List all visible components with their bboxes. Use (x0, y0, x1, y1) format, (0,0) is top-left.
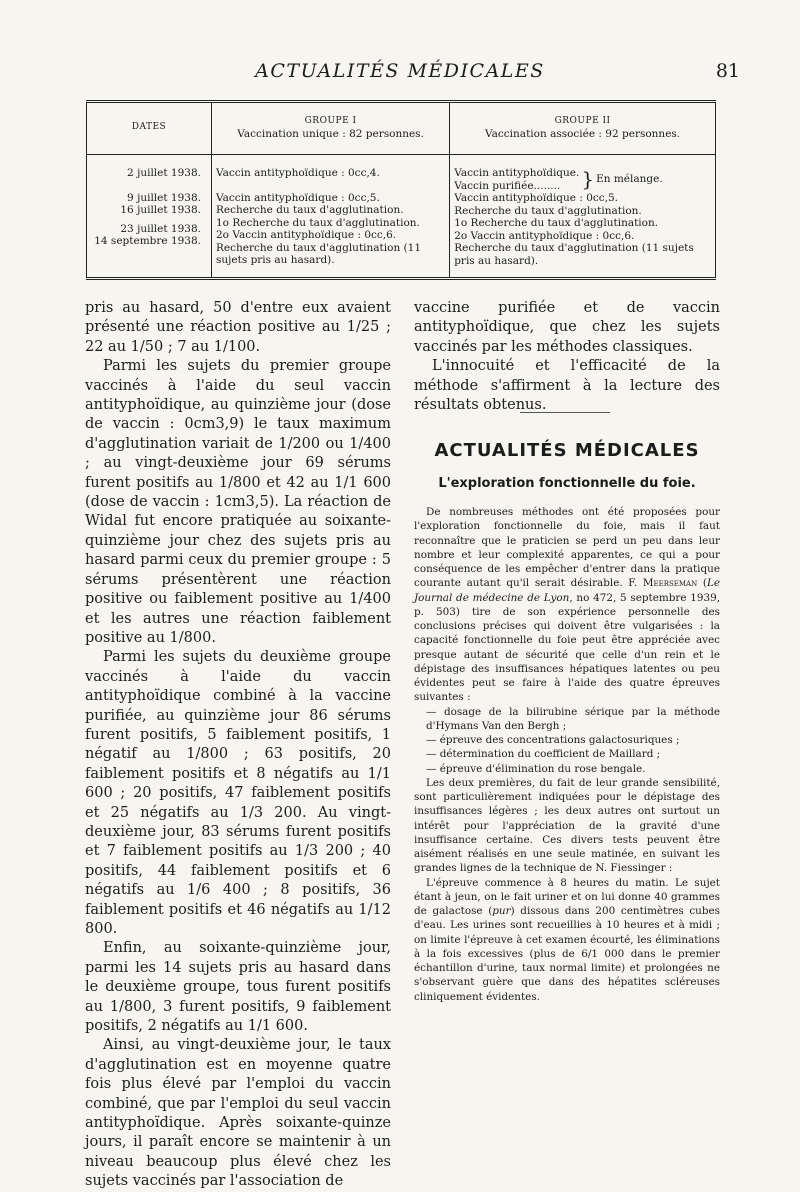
article-title: L'exploration fonctionnelle du foie. (438, 476, 696, 491)
paragraph: De nombreuses méthodes ont été proposées pour l'exploration fonctionnelle du foie, mais il faut reconnaître que le praticien se perd un peu dans leur nombre et leur complexité apparentes, ce qui a pour conséquence de les empêcher d'entrer dans la pratique courante autant qu'il serait désirable. F. Meerseman (Le Journal de médecine de Lyon, no 472, 5 septembre 1939, p. 503) tire de son expérience personnelle des conclusions précises qui doivent être vulgarisées : la capacité fonctionnelle du foie peut être appréciée avec presque autant de sécurité que celle d'un rein et le dépistage des insuffisances hépatiques latentes ou peu évidentes peut se faire à l'aide des quatre épreuves suivantes : (414, 506, 720, 704)
paragraph: Ainsi, au vingt-deuxième jour, le taux d'agglutination est en moyenne quatre fois plus élevé par l'emploi du vaccin combiné, que par l'emploi du seul vaccin antityphoïdique. Après soixante-quinze jours, il paraît encore se maintenir à un niveau beaucoup plus élevé chez les sujets vaccinés par l'association de (85, 1037, 391, 1190)
author-name: Meerseman (642, 577, 698, 590)
dates-cell (87, 155, 212, 279)
article-body (414, 505, 720, 1004)
list-item: — dosage de la bilirubine sérique par la méthode d'Hymans Van den Bergh ; (426, 705, 720, 732)
table-row-date: 2 juillet 1938. (127, 167, 201, 179)
section-divider (520, 412, 610, 413)
col-dates: DATES (87, 102, 212, 155)
paragraph: vaccine purifiée et de vaccin antityphoïdique, que chez les sujets vaccinés par les méthodes classiques. (414, 300, 720, 355)
col-group1: GROUPE I Vaccination unique : 82 personnes. (212, 102, 450, 155)
section-heading: ACTUALITÉS MÉDICALES (434, 440, 700, 461)
paragraph: Enfin, au soixante-quinzième jour, parmi les 14 sujets pris au hasard dans le deuxième groupe, tous furent positifs au 1/800, 3 furent positifs, 9 faiblement positifs, 2 négatifs au 1/1 600. (85, 940, 391, 1035)
right-column (414, 299, 720, 415)
list-item: — épreuve des concentrations galactosuriques ; (426, 734, 680, 746)
table-row-date: 14 septembre 1938. (94, 235, 201, 247)
table-row-date: 23 juillet 1938. (120, 222, 201, 235)
paragraph: pris au hasard, 50 d'entre eux avaient présenté une réaction positive au 1/25 ; 22 au 1/50 ; 7 au 1/100. (85, 300, 391, 355)
col-group2: GROUPE II Vaccination associée : 92 personnes. (450, 102, 716, 155)
table-row-date: 9 juillet 1938. (127, 191, 201, 204)
left-column (85, 299, 391, 1192)
running-header (0, 60, 800, 90)
vaccination-table (86, 100, 716, 280)
mixture-brace: Vaccin antityphoïdique. Vaccin purifiée........ } En mélange. (454, 167, 663, 192)
paragraph: Les deux premières, du fait de leur grande sensibilité, sont particulièrement indiquées pour le dépistage des insuffisances légères ; les deux autres ont surtout un intérêt pour l'appréciation de la gravité d'une insuffisance certaine. Ces divers tests peuvent être aisément réalisés en une seule matinée, en suivant les grandes lignes de la technique de N. Fiessinger : (414, 776, 720, 875)
group2-cell: Vaccin antityphoïdique. Vaccin purifiée........ } En mélange. Vaccin antityphoïdique : 0cc,5. Recherche du taux d'agglutination. 1o Recherche du taux d'agglutination. 2o Vaccin antityphoïdique : 0cc,6. Recherche du taux d'agglutination (11 sujets pris au hasard). (450, 155, 716, 279)
page-number: 81 (715, 60, 740, 82)
group1-cell: Vaccin antityphoïdique : 0cc,4. Vaccin antityphoïdique : 0cc,5. Recherche du taux d'agglutination. 1o Recherche du taux d'agglutination. 2o Vaccin antityphoïdique : 0cc,6. Recherche du taux d'agglutination (11 sujets pris au hasard). (212, 155, 450, 279)
journal-name: Le Journal de médecine de Lyon (414, 577, 720, 604)
paragraph: Parmi les sujets du premier groupe vaccinés à l'aide du seul vaccin antityphoïdique, au quinzième jour (dose de vaccin : 0cm3,9) le taux maximum d'agglutination variait de 1/200 ou 1/400 ; au vingt-deuxième jour 69 sérums furent positifs au 1/800 et 42 au 1/1 600 (dose de vaccin : 1cm3,5). La réaction de Widal fut encore pratiquée au soixante-quinzième jour chez des sujets pris au hasard parmi ceux du premier groupe : 5 sérums présentèrent une réaction positive ou faiblement positive au 1/400 et les autres une réaction faiblement positive au 1/800. (85, 358, 391, 646)
list-item: — détermination du coefficient de Maillard ; (426, 748, 661, 761)
paragraph: Parmi les sujets du deuxième groupe vaccinés à l'aide du vaccin antityphoïdique combiné à la vaccine purifiée, au quinzième jour 86 sérums furent positifs, 5 faiblement positifs, 1 négatif au 1/800 ; 63 positifs, 20 faiblement positifs et 8 négatifs au 1/1 600 ; 20 positifs, 47 faiblement positifs et 25 négatifs au 1/3 200. Au vingt-deuxième jour, 83 sérums furent positifs et 7 faiblement positifs au 1/3 200 ; 40 positifs, 44 faiblement positifs et 6 négatifs au 1/6 400 ; 8 positifs, 36 faiblement positifs et 46 négatifs au 1/12 800. (85, 649, 391, 937)
paragraph: L'innocuité et l'efficacité de la méthode s'affirment à la lecture des résultats obtenus. (414, 358, 720, 414)
running-title: ACTUALITÉS MÉDICALES (255, 60, 545, 82)
list-item: — épreuve d'élimination du rose bengale. (426, 762, 646, 775)
table-row-date: 16 juillet 1938. (120, 204, 201, 216)
paragraph: L'épreuve commence à 8 heures du matin. Le sujet étant à jeun, on le fait uriner et on lui donne 40 grammes de galactose (pur) dissous dans 200 centimètres cubes d'eau. Les urines sont recueillies à 10 heures et à midi ; on limite l'épreuve à cet examen écourté, les éliminations à la fois excessives (plus de 6/1 000 dans le premier échantillon d'urine, taux normal limite) et prolongées ne s'observant guère que dans des hépatites scléreuses cliniquement évidentes. (414, 876, 720, 1003)
